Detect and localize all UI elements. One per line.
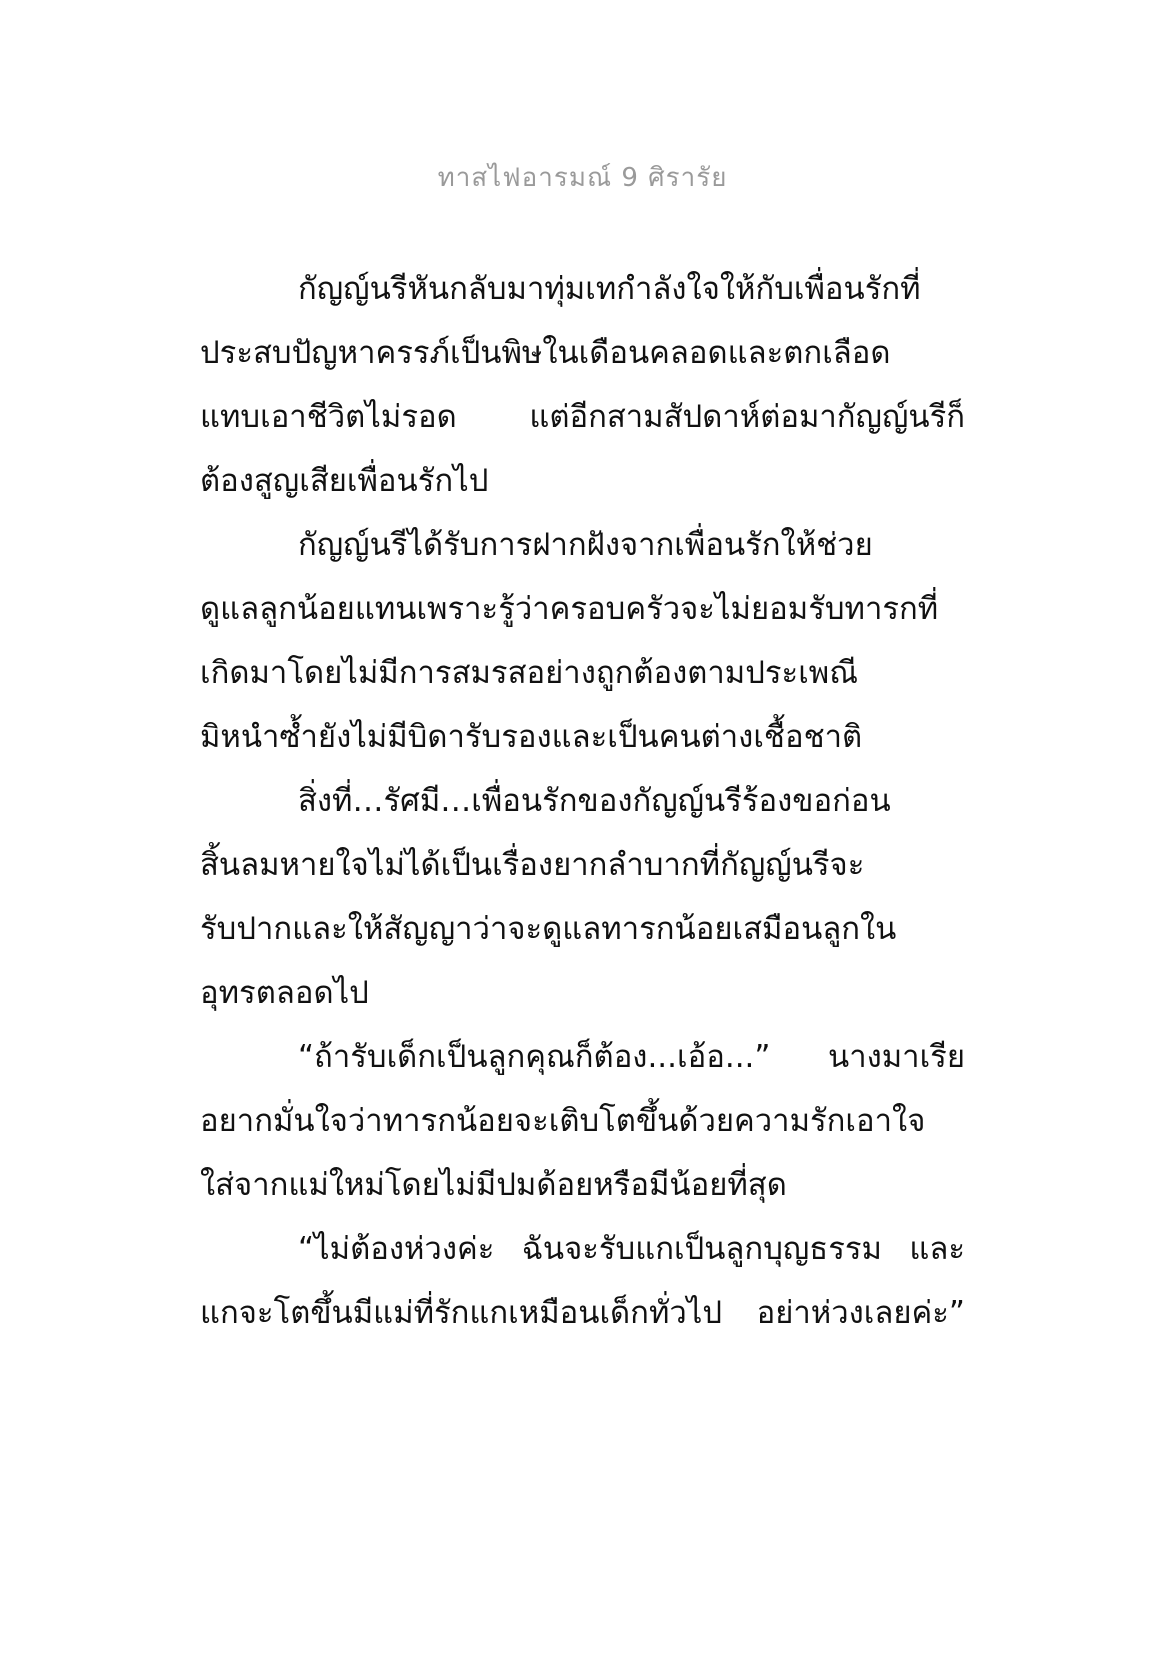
paragraph-line: สิ้นลมหายใจไม่ได้เป็นเรื่องยากลำบากที่กัญญ์นรีจะ [200,847,865,883]
paragraph-line: อุทรตลอดไป [200,975,369,1011]
paragraph-line: ใส่จากแม่ใหม่โดยไม่มีปมด้อยหรือมีน้อยที่สุด [200,1167,787,1203]
paragraph-line: ดูแลลูกน้อยแทนเพราะรู้ว่าครอบครัวจะไม่ยอมรับทารกที่ [200,591,939,627]
paragraph-line: ต้องสูญเสียเพื่อนรักไป [200,463,489,499]
paragraph-line: ประสบปัญหาครรภ์เป็นพิษในเดือนคลอดและตกเลือด [200,335,891,371]
running-header: ทาสไฟอารมณ์ 9 ศิรารัย [437,163,728,193]
paragraph-line: สิ่งที่…รัศมี…เพื่อนรักของกัญญ์นรีร้องขอก่อน [298,783,891,819]
paragraph-line: แทบเอาชีวิตไม่รอด แต่อีกสามสัปดาห์ต่อมากัญญ์นรีก็ [200,399,965,435]
dialogue-line: “ถ้ารับเด็กเป็นลูกคุณก็ต้อง...เอ้อ...” นางมาเรีย [298,1039,965,1075]
dialogue-line: “ไม่ต้องห่วงค่ะ ฉันจะรับแกเป็นลูกบุญธรรม และ [298,1231,965,1267]
paragraph-line: มิหนำซ้ำยังไม่มีบิดารับรองและเป็นคนต่างเชื้อชาติ [200,719,863,755]
paragraph-line: รับปากและให้สัญญาว่าจะดูแลทารกน้อยเสมือนลูกใน [200,911,897,947]
dialogue-line: แกจะโตขึ้นมีแม่ที่รักแกเหมือนเด็กทั่วไป อย่าห่วงเลยค่ะ” [200,1295,965,1331]
paragraph-line: เกิดมาโดยไม่มีการสมรสอย่างถูกต้องตามประเพณี [200,655,858,691]
paragraph-line: อยากมั่นใจว่าทารกน้อยจะเติบโตขึ้นด้วยความรักเอาใจ [200,1103,926,1139]
paragraph-line: กัญญ์นรีได้รับการฝากฝังจากเพื่อนรักให้ช่วย [298,527,873,563]
paragraph-line: กัญญ์นรีหันกลับมาทุ่มเทกำลังใจให้กับเพื่อนรักที่ [298,271,921,307]
